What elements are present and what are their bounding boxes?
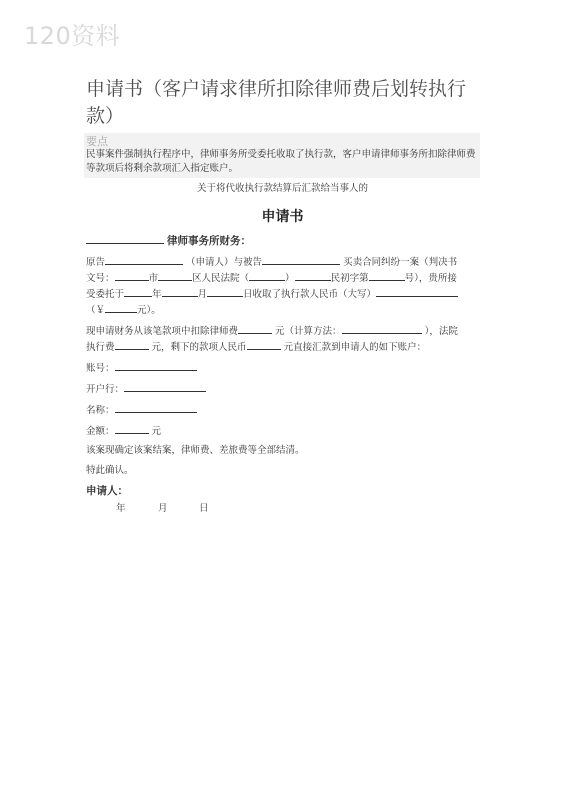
para1-text: 原告 — [86, 257, 106, 268]
amount-figures-blank[interactable] — [105, 303, 137, 313]
para1-text: （￥ — [86, 305, 106, 316]
para2-text: ），法院 — [424, 326, 458, 337]
firm-name-blank[interactable] — [86, 234, 164, 244]
account-label: 账号： — [86, 363, 115, 374]
calculation-blank[interactable] — [342, 324, 422, 334]
para2-text: 执行费 — [86, 342, 115, 353]
name-label: 名称： — [86, 405, 115, 416]
para1-text: 日收取了执行款人民币（大写） — [243, 289, 377, 300]
amount-words-blank[interactable] — [376, 287, 458, 297]
para1-text: 买卖合同纠纷一案（判决书 — [343, 257, 458, 268]
name-blank[interactable] — [115, 403, 197, 413]
para1-text: 民初字第 — [330, 273, 369, 284]
amount-blank[interactable] — [115, 424, 149, 434]
date-month: 月 — [158, 503, 168, 514]
watermark-logo: 120资料 — [24, 22, 121, 50]
case-number-blank[interactable] — [369, 271, 405, 281]
para1-text: 月 — [197, 289, 208, 300]
para1-text: 号），贵所接 — [404, 273, 457, 284]
city-blank[interactable] — [158, 271, 192, 281]
confirm-text: 特此确认。 — [86, 465, 134, 476]
addressee: 律师事务所财务： — [167, 235, 252, 247]
remaining-amount-blank[interactable] — [247, 340, 281, 350]
summary-box — [84, 133, 480, 178]
para1-text: 文号： — [86, 273, 115, 284]
date-day: 日 — [199, 503, 209, 514]
para1-line4 — [86, 303, 161, 318]
para1-text: 年 — [152, 289, 162, 300]
amount-unit: 元 — [151, 426, 162, 437]
para2-text: 元直接汇款到申请人的如下账户： — [283, 342, 427, 353]
applicant-label: 申请人： — [86, 485, 128, 497]
year-blank[interactable] — [249, 271, 285, 281]
para2-line1 — [86, 324, 458, 339]
settlement-text: 该案现确定该案结案，律师费、差旅费等全部结清。 — [86, 445, 305, 456]
summary-label: 要点 — [86, 135, 108, 148]
account-blank[interactable] — [115, 361, 197, 371]
name-field — [86, 403, 197, 418]
amount-field — [86, 424, 161, 439]
subtitle: 关于将代收执行款结算后汇款给当事人的 — [196, 183, 368, 194]
para1-text: （申请人）与被告 — [186, 257, 263, 268]
para1-text: 区人民法院（ — [192, 273, 250, 284]
receipt-day-blank[interactable] — [207, 287, 243, 297]
para2-text: 元（计算方法： — [275, 326, 342, 337]
bank-label: 开户行： — [86, 384, 125, 395]
para1-line2 — [86, 271, 457, 286]
form-heading: 申请书 — [261, 209, 304, 225]
receipt-year-blank[interactable] — [124, 287, 152, 297]
para2-text: 现申请财务从该笔款项中扣除律师费 — [86, 326, 239, 337]
para1-text: 受委托于 — [86, 289, 125, 300]
bank-blank[interactable] — [124, 382, 206, 392]
document-title: 申请书（客户请求律所扣除律师费后划转执行款） — [86, 78, 467, 127]
amount-label: 金额： — [86, 426, 115, 437]
summary-text: 民事案件强制执行程序中，律师事务所受委托收取了执行款，客户申请律师事务所扣除律师费等款项后将剩余款项汇入指定账户。 — [86, 149, 476, 174]
defendant-blank[interactable] — [262, 255, 340, 265]
para1-text: ） — [285, 273, 295, 284]
bank-field — [86, 382, 206, 397]
plaintiff-blank[interactable] — [105, 255, 183, 265]
para2-line2 — [86, 340, 426, 355]
para2-text: 元，剩下的款项人民币 — [151, 342, 247, 353]
date-year: 年 — [116, 503, 126, 514]
account-field — [86, 361, 197, 376]
para1-line1 — [86, 255, 457, 270]
para1-line3 — [86, 287, 458, 302]
addressee-line — [86, 234, 251, 249]
court-fee-blank[interactable] — [115, 340, 149, 350]
para1-text: 市 — [148, 273, 159, 284]
district-blank[interactable] — [295, 271, 331, 281]
case-no-blank[interactable] — [115, 271, 149, 281]
lawyer-fee-blank[interactable] — [238, 324, 272, 334]
para1-text: 元）。 — [137, 305, 161, 316]
receipt-month-blank[interactable] — [162, 287, 198, 297]
